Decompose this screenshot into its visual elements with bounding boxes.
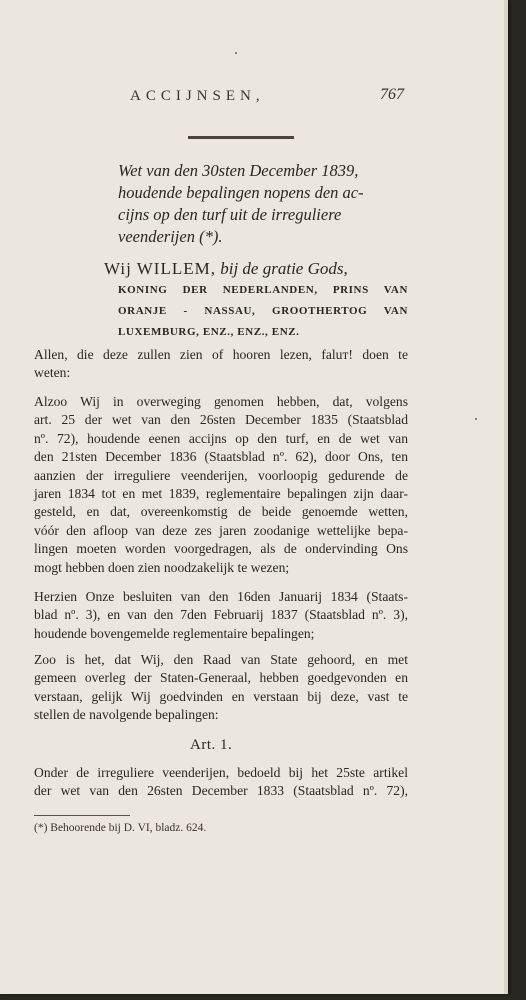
- text-line: vóór den afloop van deze zes jaren zoodanige wettelijke bepa-: [34, 522, 408, 538]
- text-line: lingen moeten worden voorgedragen, als de ondervinding Ons: [34, 541, 408, 557]
- law-title: [118, 160, 408, 248]
- footnote: (*) Behoorende bij D. VI, bladz. 624.: [34, 822, 207, 834]
- preamble-grace: bij de gratie Gods,: [220, 259, 348, 278]
- paragraph-considering: [34, 393, 408, 577]
- law-title-line: houdende bepalingen nopens den ac-: [118, 183, 364, 202]
- text-line: aanzien der irreguliere veenderijen, voorloopig gedurende de: [34, 467, 408, 483]
- text-line: houdende bovengemelde reglementaire bepalingen;: [34, 625, 315, 641]
- article-text: [34, 764, 408, 801]
- paragraph-greeting: [34, 346, 408, 383]
- paragraph-enactment: [34, 651, 408, 725]
- paper-speck: [475, 418, 477, 420]
- text-line: mogt hebben doen zien noodzakelijk te wezen;: [34, 559, 290, 575]
- text-line: Alzoo Wij in overweging genomen hebben, dat, volgens: [34, 394, 408, 409]
- preamble-title-line: ORANJE - NASSAU, GROOTHERTOG VAN: [118, 305, 408, 317]
- text-line: blad nº. 3), en van den 7den Februarij 1837 (Staatsblad nº. 3),: [34, 607, 408, 623]
- running-header: [86, 88, 404, 112]
- text-line: Zoo is het, dat Wij, den Raad van State gehoord, en met: [34, 652, 408, 667]
- preamble-titles: [118, 280, 408, 343]
- text-line: gemeen overleg der Staten-Generaal, hebben goedgevonden en: [34, 670, 408, 686]
- header-title: ACCIJNSEN,: [130, 88, 265, 104]
- text-line: Herzien Onze besluiten van den 16den Januarij 1834 (Staats-: [34, 589, 408, 604]
- preamble-title-line: LUXEMBURG, ENZ., ENZ., ENZ.: [118, 326, 300, 338]
- text-line: stellen de navolgende bepalingen:: [34, 707, 219, 723]
- text-line: weten:: [34, 365, 71, 381]
- article-heading: Art. 1.: [190, 737, 233, 753]
- text-line: Onder de irreguliere veenderijen, bedoeld bij het 25ste artikel: [34, 765, 408, 780]
- page-number: 767: [380, 86, 404, 103]
- text-line: art. 25 der wet van den 26sten December 1835 (Staatsblad: [34, 412, 408, 428]
- law-title-line: cijns op den turf uit de irreguliere: [118, 205, 342, 224]
- paper-speck: [235, 52, 237, 54]
- paragraph-reviewed: [34, 588, 408, 643]
- law-title-line: Wet van den 30sten December 1839,: [118, 161, 359, 180]
- text-line: den 21sten December 1836 (Staatsblad nº. 62), door Ons, ten: [34, 449, 408, 465]
- law-title-line: veenderijen (*).: [118, 227, 223, 246]
- preamble-heading: [104, 258, 408, 280]
- text-line: nº. 72), houdende eenen accijns op den turf, en de wet van: [34, 430, 408, 446]
- footnote-rule: [34, 815, 130, 816]
- text-line: gesteld, en dat, overeenkomstig de beide genoemde wetten,: [34, 504, 408, 520]
- header-rule: [188, 136, 294, 139]
- text-line: Allen, die deze zullen zien of hooren lezen, faluт! doen te: [34, 347, 408, 362]
- text-line: der wet van den 26sten December 1833 (Staatsblad nº. 72),: [34, 783, 408, 799]
- text-line: jaren 1834 tot en met 1839, reglementaire bepalingen zijn daar-: [34, 486, 408, 502]
- preamble-title-line: KONING DER NEDERLANDEN, PRINS VAN: [118, 284, 408, 296]
- text-line: verstaan, gelijk Wij goedvinden en verstaan bij deze, vast te: [34, 688, 408, 704]
- preamble-wij: Wij WILLEM,: [104, 259, 216, 278]
